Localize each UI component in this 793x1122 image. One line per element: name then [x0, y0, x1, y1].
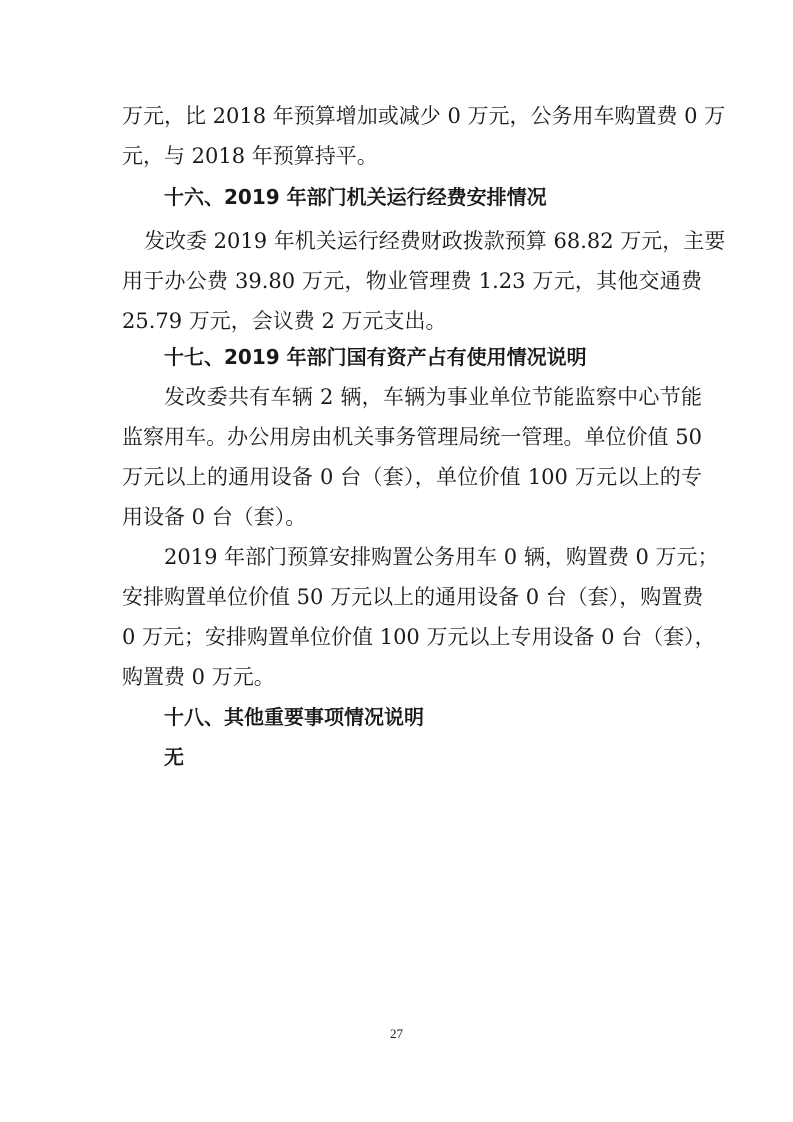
paragraph-line: 监察用车。办公用房由机关事务管理局统一管理。单位价值 50 [122, 425, 702, 449]
paragraph-line: 发改委共有车辆 2 辆，车辆为事业单位节能监察中心节能 [164, 385, 702, 409]
page-number: 27 [390, 1026, 403, 1041]
paragraph-line: 元，与 2018 年预算持平。 [122, 144, 378, 168]
section-heading-17: 十七、2019 年部门国有资产占有使用情况说明 [164, 345, 587, 369]
section-heading-18: 十八、其他重要事项情况说明 [164, 705, 424, 729]
paragraph-line: 安排购置单位价值 50 万元以上的通用设备 0 台（套），购置费 [122, 585, 704, 609]
section-18-content: 无 [164, 745, 184, 769]
paragraph-line: 万元，比 2018 年预算增加或减少 0 万元，公务用车购置费 0 万 [122, 104, 726, 128]
paragraph-line: 万元以上的通用设备 0 台（套），单位价值 100 万元以上的专 [122, 465, 702, 489]
paragraph-line: 发改委 2019 年机关运行经费财政拨款预算 68.82 万元，主要 [144, 229, 726, 253]
paragraph-line: 0 万元；安排购置单位价值 100 万元以上专用设备 0 台（套）， [122, 625, 716, 649]
section-heading-16: 十六、2019 年部门机关运行经费安排情况 [164, 185, 547, 209]
paragraph-line: 用于办公费 39.80 万元，物业管理费 1.23 万元，其他交通费 [122, 269, 702, 293]
paragraph-line: 2019 年部门预算安排购置公务用车 0 辆，购置费 0 万元； [164, 545, 719, 569]
paragraph-line: 25.79 万元，会议费 2 万元支出。 [122, 309, 447, 333]
paragraph-line: 用设备 0 台（套）。 [122, 505, 307, 529]
paragraph-line: 购置费 0 万元。 [122, 665, 275, 689]
